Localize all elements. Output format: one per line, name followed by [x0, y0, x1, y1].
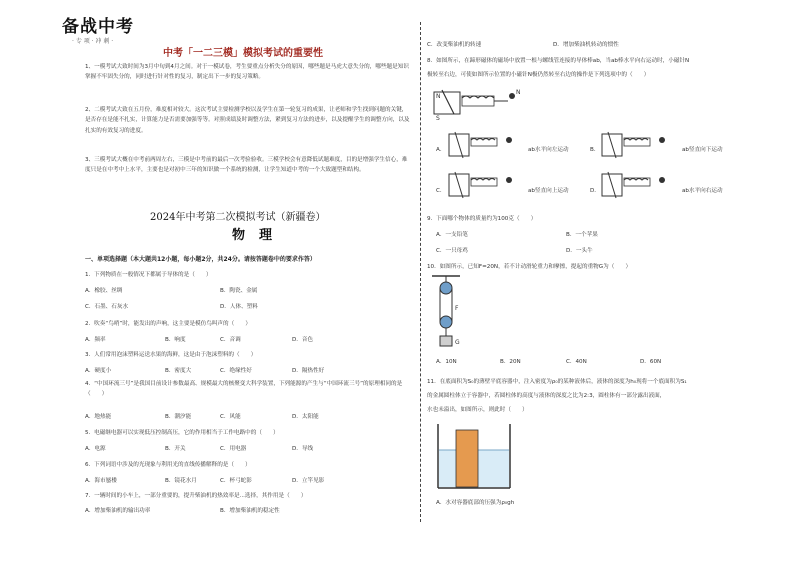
- q8-option-d-caption: ab水平向右运动: [682, 188, 723, 194]
- logo-text: 备战中考: [62, 17, 134, 37]
- q3-option-a: A．硬度小: [85, 368, 112, 374]
- q1-option-c: C．石墨、石灰水: [85, 304, 129, 310]
- q4-option-b: B．潮汐能: [165, 414, 192, 420]
- q8-option-c-figure: [447, 170, 527, 202]
- q8-option-c-caption: ab竖直向上运动: [528, 188, 569, 194]
- q2-option-a: A．频率: [85, 337, 106, 343]
- q6-option-d: D．立竿见影: [292, 478, 325, 484]
- question-2: 2．吹奏“鸟哨”时，能发出的声响，这主要是模仿鸟叫声的（ ）: [85, 321, 251, 327]
- intro-text-2: 2、二模考试大致在五月份，难度相对较大。这次考试主要检测学校以及学生在第一轮复习的成果，让老师和学生找到问题的关键，是否存在是能不扎实，计算能力是否需要加强等等。对照成绩及时调整方法，紧到复习方法的进步，以及提醒学生的调整方向，以及扎实的有效复习的进度。: [85, 107, 410, 134]
- q1-option-b: B．陶瓷、金属: [220, 288, 258, 294]
- q5-option-a: A．电源: [85, 446, 106, 452]
- q7-option-a: A．增加柴油机的输出功率: [85, 508, 151, 514]
- q3-option-d: D．隔热性好: [292, 368, 325, 374]
- question-1: 1．下列物质在一般情况下都属于导体的是（ ）: [85, 272, 212, 278]
- question-4: 4．“中国环流三号”是我国目前设计参数最高、规模最大的核聚变大科学装置，下列能源的产生与“中国环流三号”的原理相同的是（ ）: [85, 381, 403, 398]
- question-9: 9．下面哪个物体的质量约为100克（ ）: [427, 216, 537, 222]
- q10-option-b: B．20N: [500, 359, 521, 365]
- q8-option-d: D．: [590, 188, 600, 194]
- question-10: 10．如图所示，已知F=20N，若不计动滑轮重力和摩擦，提起的重物G为（ ）: [427, 264, 632, 270]
- question-5: 5．电磁继电器可以实现低压控制高压，它的作用相当于工作电路中的（ ）: [85, 430, 279, 436]
- q8-option-b: B．: [590, 147, 600, 153]
- q3-option-c: C．绝缘性好: [220, 368, 252, 374]
- q10-option-a: A．10N: [436, 359, 457, 365]
- banner-title: 中考「一二三模」模拟考试的重要性: [163, 48, 323, 59]
- intro-text-1: 1、一模考试大致时间为3月中旬到4月之间。对于一模试卷，考生要重点分析失分的原因，哪些题是马虎大意失分的，哪些题是知识掌握不牢固失分的，同时进行针对性的复习，制定出下一步的复习策略。: [85, 64, 409, 81]
- question-6: 6．下列词语中涉及的光现象与利用光的直线传播解释的是（ ）: [85, 462, 251, 468]
- intro-paragraph-1: [85, 62, 410, 83]
- q2-option-d: D．音色: [292, 337, 314, 343]
- q11-container-figure: [434, 420, 514, 492]
- svg-text:N: N: [516, 89, 521, 96]
- svg-text:S: S: [436, 115, 440, 122]
- q9-option-d: D．一头牛: [566, 248, 593, 254]
- logo-subtext: · 专 项 · 冲 刺 ·: [72, 38, 114, 45]
- question-11-line-3: 水也未溢出，如图所示，则此时（ ）: [427, 407, 528, 413]
- q6-option-b: B．镜花水月: [165, 478, 197, 484]
- q10-option-c: C．40N: [566, 359, 587, 365]
- svg-text:N: N: [436, 93, 441, 100]
- q7-option-b: B．增加柴油机的稳定性: [220, 508, 280, 514]
- q5-option-b: B．开关: [165, 446, 186, 452]
- q9-option-a: A．一支铅笔: [436, 232, 468, 238]
- q4-option-a: A．地热能: [85, 414, 112, 420]
- question-11-line-1: 11．在底面积为S₀的薄壁平底容器中，注入密度为ρ₀的某种液体后，液体的深度为h₀现将一个底面积为S₁: [427, 379, 687, 385]
- q10-option-d: D．60N: [640, 359, 662, 365]
- exam-title: 2024年中考第二次模拟考试（新疆卷）: [150, 212, 326, 223]
- q3-option-b: B．密度大: [165, 368, 192, 374]
- q8-main-figure: [432, 84, 522, 122]
- q2-option-b: B．响度: [165, 337, 186, 343]
- intro-paragraph-3: [85, 155, 410, 176]
- question-8-line-1: 8．如图所示，在蹄形磁体的磁场中放置一根与螺线管连接的导体棒ab，当ab棒水平向右运动时，小磁针N: [427, 58, 690, 64]
- svg-text:G: G: [455, 339, 460, 346]
- q8-option-a-caption: ab水平向左运动: [528, 147, 569, 153]
- question-3: 3．人们常用泡沫塑料运送水果的海鲜，这是由于泡沫塑料的（ ）: [85, 352, 257, 358]
- q4-option-c: C．风能: [220, 414, 241, 420]
- subject-title: 物理: [232, 228, 287, 243]
- intro-paragraph-2: [85, 105, 410, 136]
- intro-text-3: 3、三模考试大概在中考前两周左右，三模是中考前的最后一次考验验收。三模学校会有意降低试题难度，目的是增强学生信心，难度只是在中考中上水平，主要也是对初中三年的知识做一个系统的检测，让学生知道中考的一个大致题型和结构。: [85, 157, 408, 174]
- svg-text:F: F: [455, 305, 459, 312]
- q9-option-c: C．一只母鸡: [436, 248, 468, 254]
- q7-option-c: C．改变柴油机的转速: [427, 42, 482, 48]
- q8-option-b-caption: ab竖直向下运动: [682, 147, 723, 153]
- q5-option-c: C．用电器: [220, 446, 247, 452]
- q10-pulley-figure: [430, 274, 470, 352]
- q4-option-d: D．太阳能: [292, 414, 319, 420]
- q8-option-d-figure: [600, 170, 680, 202]
- q2-option-c: C．音调: [220, 337, 241, 343]
- q1-option-a: A．橡胶、丝绸: [85, 288, 123, 294]
- q1-option-d: D．人体、塑料: [220, 304, 258, 310]
- q8-option-a-figure: [447, 130, 527, 162]
- q11-option-a: A．水对容器底部的压强为ρ₀gh: [436, 500, 515, 506]
- logo: [62, 18, 136, 48]
- q9-option-b: B．一个苹果: [566, 232, 598, 238]
- section-header: 一、单项选择题（本大题共12小题，每小题2分，共24分。请按答题卷中的要求作答）: [85, 256, 316, 263]
- q8-option-b-figure: [600, 130, 680, 162]
- question-7: 7．一辆时间的小车上，一部分重要的，提升柴油机的热效率是...选择，其作用是（ ）: [85, 493, 307, 499]
- q6-option-c: C．杯弓蛇影: [220, 478, 252, 484]
- column-divider: [420, 22, 421, 522]
- q8-option-c: C．: [436, 188, 446, 194]
- q5-option-d: D．导线: [292, 446, 314, 452]
- q8-option-a: A．: [436, 147, 446, 153]
- q7-option-d: D．增加柴油机转动的惯性: [553, 42, 619, 48]
- question-8-line-2: 极转至右边，可使如图所示位置的小磁针N极仍然转至右边的操作是下列选项中的（ ）: [427, 72, 650, 78]
- q6-option-a: A．海市蜃楼: [85, 478, 117, 484]
- question-11-line-2: 的金属圆柱体立于容器中，若圆柱体的高度与液体的深度之比为2:3，圆柱体有一部分露出液面，: [427, 393, 666, 399]
